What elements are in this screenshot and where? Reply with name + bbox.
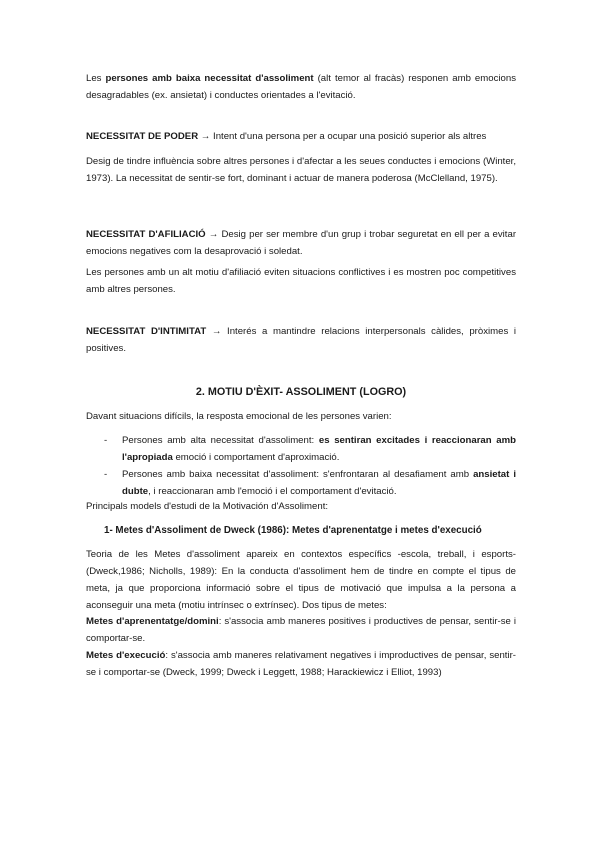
performance-goals-label: Metes d'execució bbox=[86, 650, 166, 661]
intimacy-definition bbox=[86, 323, 516, 357]
section-title: 2. MOTIU D'ÈXIT- ASSOLIMENT (LOGRO) bbox=[195, 386, 407, 398]
text-rest: emoció i comportament d'aproximació. bbox=[172, 452, 340, 463]
theory-paragraph: Teoria de les Metes d'assoliment apareix en contextos específics -escola, treball, i esports- (Dweck,1986; Nicholls, 1989): En la conducta d'assoliment hem de tindre en compte el tipus de meta, ja que proporciona informació sobre el tipus de motivació que impulsa a la persona a aconseguir una meta (motiu intrínsec o extrínsec). Dos tipus de metes: bbox=[86, 549, 516, 611]
performance-goals-text: : s'associa amb maneres relativament negatives i improductives de pensar, sentir-se i comportar-se (Dweck, 1999; Dweck i Leggett, 1988; Harackiewicz i Elliot, 1993) bbox=[86, 650, 516, 678]
text-lead: Persones amb baixa necessitat d'assoliment: s'enfrontaran al desafiament amb bbox=[122, 469, 474, 480]
model-heading: 1- Metes d'Assoliment de Dweck (1986): Metes d'aprenentatge i metes d'execució bbox=[104, 525, 482, 536]
heading-power: NECESSITAT DE PODER bbox=[86, 131, 199, 142]
bullet-high-need bbox=[122, 432, 516, 466]
power-description: Desig de tindre influència sobre altres persones i d'afectar a les seues conductes i emocions (Winter, 1973). La necessitat de sentir-se fort, dominant i actuar de manera poderosa (McClelland, 1975). bbox=[86, 156, 516, 184]
intro-paragraph: Davant situacions difícils, la resposta emocional de les persones varien: bbox=[86, 411, 392, 422]
learning-goals-text: : s'associa amb maneres positives i productives de pensar, sentir-se i comportar-se. bbox=[86, 616, 516, 644]
text-rest: , i reaccionaran amb l'emoció i el comportament d'evitació. bbox=[148, 486, 397, 497]
paragraph-low-need bbox=[86, 70, 516, 104]
affiliation-def-text: Desig per ser membre d'un grup i trobar seguretat en ell per a evitar emocions negatives com la desaprovació i soledat. bbox=[86, 229, 517, 257]
affiliation-definition bbox=[86, 226, 516, 260]
bullet-dash: - bbox=[104, 435, 108, 446]
heading-affiliation: NECESSITAT D'AFILIACIÓ bbox=[86, 229, 206, 240]
text-lead: Persones amb alta necessitat d'assoliment: bbox=[122, 435, 319, 446]
models-intro: Principals models d'estudi de la Motivación d'Assoliment: bbox=[86, 501, 329, 512]
bullet-low-need bbox=[122, 466, 516, 500]
performance-goals-paragraph bbox=[86, 647, 516, 681]
bullet-dash: - bbox=[104, 469, 108, 480]
intimacy-def-text: Interés a mantindre relacions interpersonals càlides, pròximes i positives. bbox=[86, 326, 517, 354]
text-rest: (alt temor al fracàs) responen amb emocions desagradables (ex. ansietat) i conductes orientades a l'evitació. bbox=[86, 73, 516, 101]
affiliation-description: Les persones amb un alt motiu d'afiliació eviten situacions conflictives i es mostren poc competitives amb altres persones. bbox=[86, 267, 516, 295]
text-bold: persones amb baixa necessitat d'assoliment bbox=[105, 73, 314, 84]
arrow-icon: → bbox=[200, 131, 211, 142]
arrow-icon: → bbox=[211, 326, 222, 337]
arrow-icon: → bbox=[208, 229, 219, 240]
learning-goals-label: Metes d'aprenentatge/domini bbox=[86, 616, 219, 627]
heading-intimacy: NECESSITAT D'INTIMITAT bbox=[86, 326, 207, 337]
power-definition bbox=[86, 128, 516, 145]
text-lead: Les bbox=[86, 73, 106, 84]
power-def-text: Intent d'una persona per a ocupar una posició superior als altres bbox=[210, 131, 487, 142]
learning-goals-paragraph bbox=[86, 613, 516, 647]
text-bold: es sentiran excitades i reaccionaran amb l'apropiada bbox=[122, 435, 517, 463]
text-bold: ansietat i dubte bbox=[122, 469, 516, 497]
